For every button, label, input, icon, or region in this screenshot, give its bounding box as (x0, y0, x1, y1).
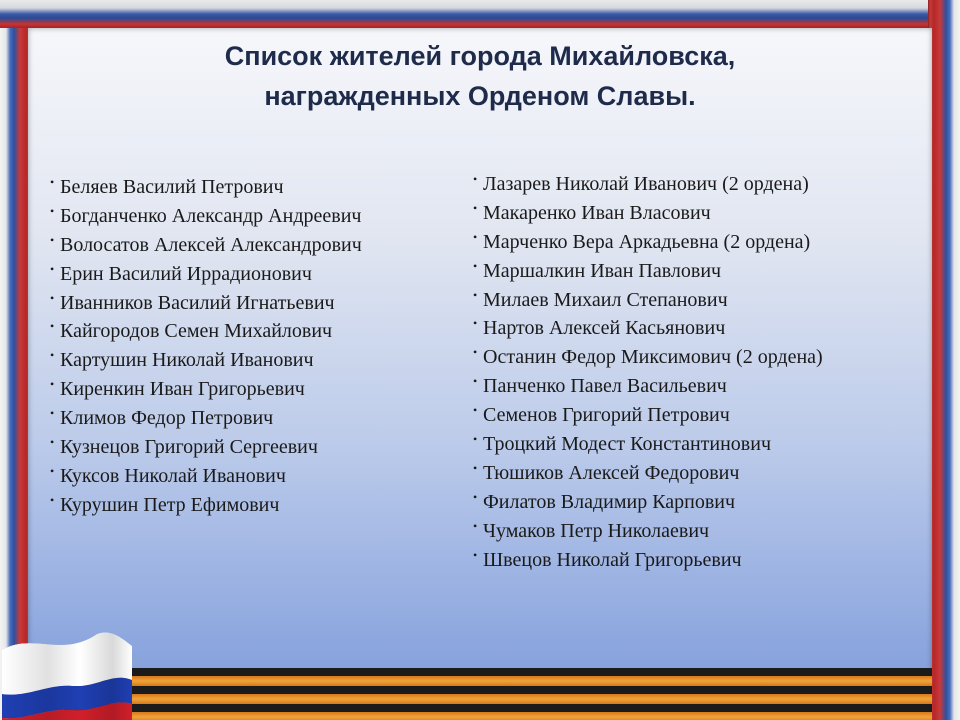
person-name: Останин Федор Миксимович (2 ордена) (483, 346, 823, 369)
bullet-icon: • (50, 290, 55, 305)
list-item (473, 199, 823, 228)
list-item (473, 517, 823, 546)
list-item (473, 286, 823, 315)
list-item (473, 546, 823, 575)
list-item (473, 372, 823, 401)
person-name: Иванников Василий Игнатьевич (60, 291, 335, 314)
person-name: Семенов Григорий Петрович (483, 404, 730, 427)
list-item (473, 459, 823, 488)
person-name: Курушин Петр Ефимович (60, 493, 280, 516)
person-name: Филатов Владимир Карпович (483, 490, 736, 513)
bullet-icon: • (473, 200, 478, 215)
list-item (50, 289, 362, 318)
person-name: Беляев Василий Петрович (60, 176, 284, 198)
bullet-icon: • (50, 492, 55, 507)
bullet-icon: • (473, 258, 478, 273)
person-name: Кузнецов Григорий Сергеевич (60, 436, 318, 459)
list-item (473, 228, 823, 257)
bullet-icon: • (50, 406, 55, 421)
list-item (473, 401, 823, 430)
bullet-icon: • (50, 377, 55, 392)
bullet-icon: • (473, 287, 478, 302)
person-name: Троцкий Модест Константинович (483, 433, 771, 456)
person-name: Швецов Николай Григорьевич (483, 548, 742, 571)
bullet-icon: • (50, 261, 55, 276)
list-item (50, 317, 362, 346)
list-item (50, 231, 362, 260)
bullet-icon: • (473, 518, 478, 533)
person-name: Панченко Павел Васильевич (483, 375, 727, 398)
person-name: Чумаков Петр Николаевич (483, 519, 710, 542)
person-name: Климов Федор Петрович (60, 407, 274, 430)
person-name: Богданченко Александр Андреевич (60, 204, 362, 227)
person-name: Нартов Алексей Касьянович (483, 317, 726, 340)
bullet-icon: • (473, 460, 478, 475)
bullet-icon: • (473, 316, 478, 331)
person-name: Марченко Вера Аркадьевна (2 ордена) (483, 230, 811, 253)
bullet-icon: • (50, 232, 55, 247)
bullet-icon: • (50, 319, 55, 334)
bullet-icon: • (50, 348, 55, 363)
st-george-ribbon (64, 668, 932, 720)
person-name: Маршалкин Иван Павлович (483, 259, 722, 282)
bullet-icon: • (473, 345, 478, 360)
bullet-icon: • (473, 432, 478, 447)
person-name: Куксов Николай Иванович (60, 464, 286, 487)
person-name: Кайгородов Семен Михайлович (60, 320, 333, 343)
list-item (473, 314, 823, 343)
person-name: Киренкин Иван Григорьевич (60, 378, 305, 401)
left-name-list (50, 173, 362, 520)
bullet-icon: • (473, 547, 478, 562)
bullet-icon: • (473, 172, 478, 186)
list-item (50, 202, 362, 231)
list-item (473, 430, 823, 459)
list-item (50, 462, 362, 491)
person-name: Лазарев Николай Иванович (2 ордена) (483, 173, 809, 195)
bullet-icon: • (473, 229, 478, 244)
person-name: Картушин Николай Иванович (60, 349, 314, 372)
title-line-1: Список жителей города Михайловска, (224, 41, 736, 71)
list-item (50, 346, 362, 375)
list-item (473, 488, 823, 517)
frame-top-border (0, 0, 960, 28)
person-name: Милаев Михаил Степанович (483, 288, 728, 311)
person-name: Ерин Василий Иррадионович (60, 262, 312, 285)
list-item (50, 173, 362, 202)
list-item (50, 491, 362, 520)
list-item (473, 257, 823, 286)
list-item (50, 260, 362, 289)
bullet-icon: • (50, 463, 55, 478)
list-item (473, 343, 823, 372)
bullet-icon: • (50, 203, 55, 218)
list-item (473, 170, 823, 199)
person-name: Тюшиков Алексей Федорович (483, 461, 740, 484)
bullet-icon: • (473, 489, 478, 504)
title-line-2: награжденных Орденом Славы. (264, 81, 696, 111)
page-title (0, 36, 960, 116)
bullet-icon: • (50, 435, 55, 450)
list-item (50, 433, 362, 462)
bullet-icon: • (50, 175, 55, 189)
list-item (50, 404, 362, 433)
list-item (50, 375, 362, 404)
bullet-icon: • (473, 374, 478, 389)
right-name-list (473, 170, 823, 574)
person-name: Волосатов Алексей Александрович (60, 233, 362, 256)
russian-flag-icon (2, 628, 132, 720)
bullet-icon: • (473, 403, 478, 418)
person-name: Макаренко Иван Власович (483, 201, 711, 224)
